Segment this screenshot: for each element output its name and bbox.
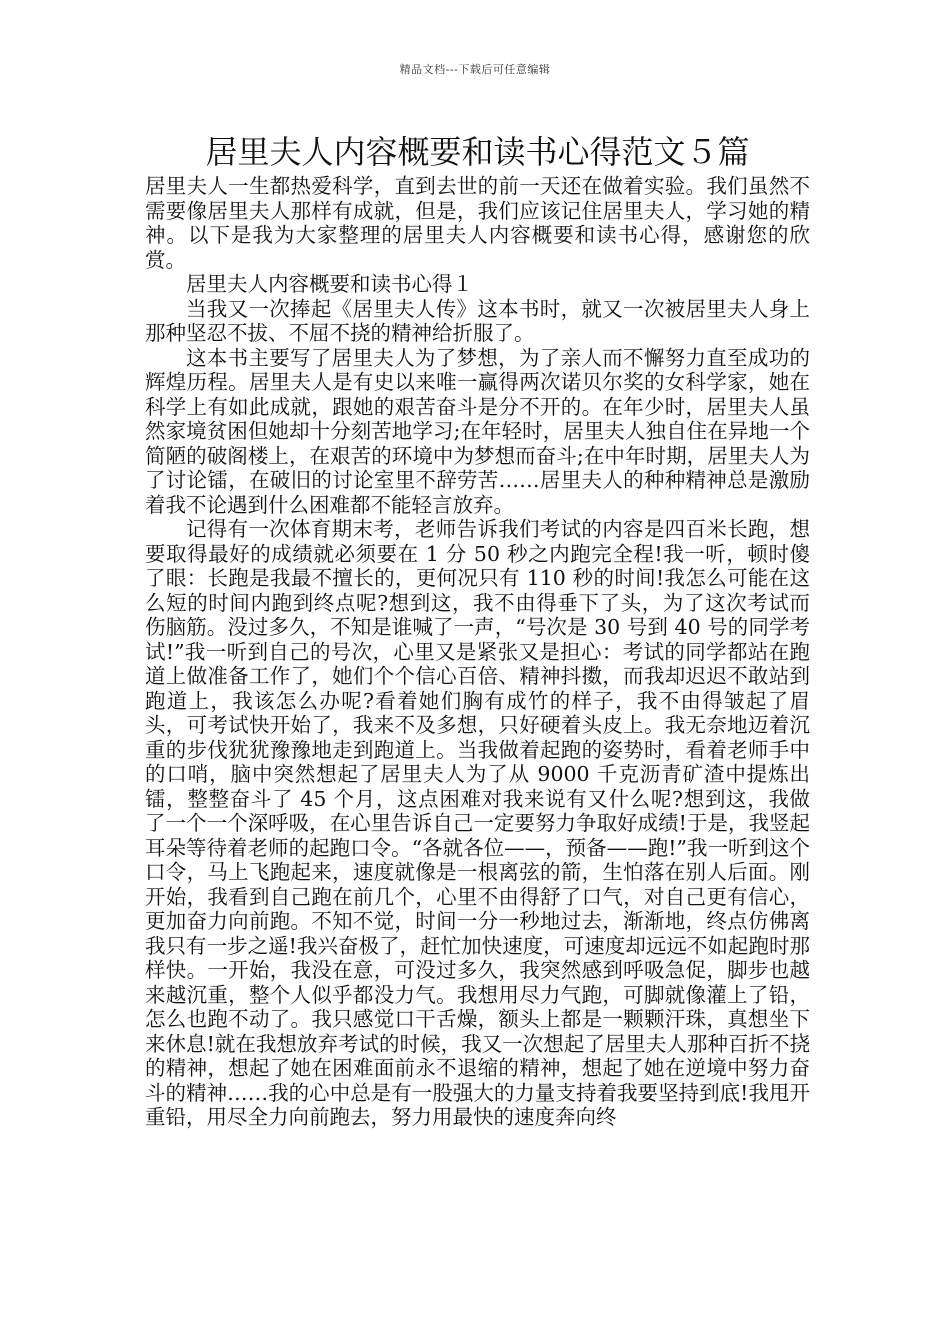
body-paragraph: 当我又一次捧起《居里夫人传》这本书时，就又一次被居里夫人身上那种坚忍不拔、不屈不挠的精神给折服了。 xyxy=(145,296,810,345)
page-header: 精品文档---下载后可任意编辑 xyxy=(399,63,551,76)
body-paragraph: 这本书主要写了居里夫人为了梦想，为了亲人而不懈努力直至成功的辉煌历程。居里夫人是有史以来唯一赢得两次诺贝尔奖的女科学家，她在科学上有如此成就，跟她的艰苦奋斗是分不开的。在年少时，居里夫人虽然家境贫困但她却十分刻苦地学习;在年轻时，居里夫人独自住在异地一个简陋的破阁楼上，在艰苦的环境中为梦想而奋斗;在中年时期，居里夫人为了讨论镭，在破旧的讨论室里不辞劳苦……居里夫人的种种精神总是激励着我不论遇到什么困难都不能轻言放弃。 xyxy=(145,345,810,517)
document-body xyxy=(145,174,810,1130)
document-title: 居里夫人内容概要和读书心得范文５篇 xyxy=(205,133,750,171)
body-paragraph: 记得有一次体育期末考，老师告诉我们考试的内容是四百米长跑，想要取得最好的成绩就必须要在 1 分 50 秒之内跑完全程!我一听，顿时傻了眼：长跑是我最不擅长的，更何况只有 110 秒的时间!我怎么可能在这么短的时间内跑到终点呢?想到这，我不由得垂下了头，为了这次考试而伤脑筋。没过多久，不知是谁喊了一声，“号次是 30 号到 40 号的同学考试!”我一听到自己的号次，心里又是紧张又是担心：考试的同学都站在跑道上做准备工作了，她们个个信心百倍、精神抖擞，而我却迟迟不敢站到跑道上，我该怎么办呢?看着她们胸有成竹的样子，我不由得皱起了眉头，可考试快开始了，我来不及多想，只好硬着头皮上。我无奈地迈着沉重的步伐犹犹豫豫地走到跑道上。当我做着起跑的姿势时，看着老师手中的口哨，脑中突然想起了居里夫人为了从 9000 千克沥青矿渣中提炼出镭，整整奋斗了 45 个月，这点困难对我来说有又什么呢?想到这，我做了一个一个深呼吸，在心里告诉自己一定要努力争取好成绩!于是，我竖起耳朵等待着老师的起跑口令。“各就各位——，预备——跑!”我一听到这个口令，马上飞跑起来，速度就像是一根离弦的箭，生怕落在别人后面。刚开始，我看到自己跑在前几个，心里不由得舒了口气，对自己更有信心，更加奋力向前跑。不知不觉，时间一分一秒地过去，渐渐地，终点仿佛离我只有一步之遥!我兴奋极了，赶忙加快速度，可速度却远远不如起跑时那样快。一开始，我没在意，可没过多久，我突然感到呼吸急促，脚步也越来越沉重，整个人似乎都没力气。我想用尽力气跑，可脚就像灌上了铅，怎么也跑不动了。我只感觉口干舌燥，额头上都是一颗颗汗珠，真想坐下来休息!就在我想放弃考试的时候，我又一次想起了居里夫人那种百折不挠的精神，想起了她在困难面前永不退缩的精神，想起了她在逆境中努力奋斗的精神……我的心中总是有一股强大的力量支持着我要坚持到底!我甩开重铅，用尽全力向前跑去，努力用最快的速度奔向终 xyxy=(145,517,810,1129)
section-subheading: 居里夫人内容概要和读书心得１ xyxy=(186,272,473,296)
intro-paragraph: 居里夫人一生都热爱科学，直到去世的前一天还在做着实验。我们虽然不需要像居里夫人那样有成就，但是，我们应该记住居里夫人，学习她的精神。以下是我为大家整理的居里夫人内容概要和读书心得，感谢您的欣赏。 xyxy=(145,174,810,272)
